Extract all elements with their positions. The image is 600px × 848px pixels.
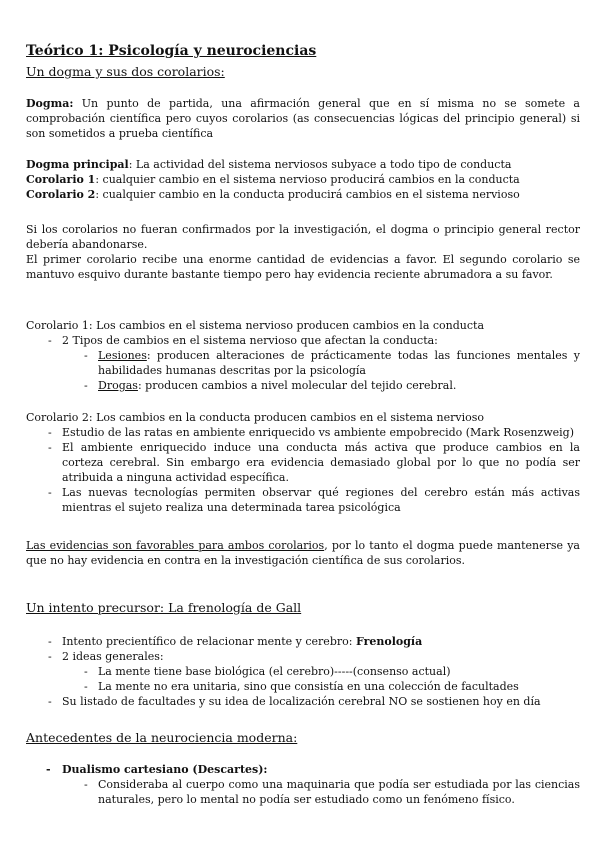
list-item-text: Las nuevas tecnologías permiten observar qué regiones del cerebro están más activas mientras el sujeto realiza una determinada tarea psicológica bbox=[62, 486, 580, 514]
page-title: Teórico 1: Psicología y neurociencias bbox=[26, 43, 317, 59]
list-item: - Drogas: producen cambios a nivel molecular del tejido cerebral. bbox=[84, 379, 457, 392]
list-item: - La mente no era unitaria, sino que consistía en una colección de facultades bbox=[84, 680, 519, 693]
list-item-text: Consideraba al cuerpo como una maquinaria que podía ser estudiada por las ciencias naturales, pero lo mental no podía ser estudiado como un fenómeno físico. bbox=[98, 778, 580, 806]
dogma-paragraph bbox=[26, 96, 580, 141]
list-item-text: La mente tiene base biológica (el cerebro)-----(consenso actual) bbox=[98, 665, 451, 678]
corolario-1-text: : cualquier cambio en el sistema nervioso producirá cambios en la conducta bbox=[95, 173, 520, 186]
list-item: - Su listado de facultades y su idea de localización cerebral NO se sostienen hoy en día bbox=[48, 695, 541, 708]
confirmation-paragraph: Si los corolarios no fueran confirmados por la investigación, el dogma o principio general rector debería abandonarse. bbox=[26, 223, 580, 251]
list-item: - 2 ideas generales: bbox=[48, 650, 164, 663]
frenologia-heading: Un intento precursor: La frenología de Gall bbox=[26, 600, 302, 615]
antecedentes-heading: Antecedentes de la neurociencia moderna: bbox=[26, 730, 298, 745]
list-item: - 2 Tipos de cambios en el sistema nervioso que afectan la conducta: bbox=[48, 334, 438, 347]
dogma-label: Dogma: bbox=[26, 97, 74, 110]
list-item-text: 2 ideas generales: bbox=[62, 650, 164, 663]
list-item: - La mente tiene base biológica (el cerebro)-----(consenso actual) bbox=[84, 665, 451, 678]
corolario-2-intro: Corolario 2: Los cambios en la conducta producen cambios en el sistema nervioso bbox=[26, 411, 485, 424]
list-item: - Consideraba al cuerpo como una maquinaria que podía ser estudiada por las ciencias naturales, pero lo mental no podía ser estudiado como un fenómeno físico. bbox=[84, 778, 580, 806]
dogma-definition bbox=[26, 96, 580, 141]
list-item: - Dualismo cartesiano (Descartes): bbox=[46, 763, 268, 776]
drogas-label: Drogas bbox=[98, 379, 138, 392]
lesiones-text: : producen alteraciones de prácticamente todas las funciones mentales y habilidades humanas descritas por la psicología bbox=[98, 349, 580, 377]
dogma-heading: Un dogma y sus dos corolarios: bbox=[26, 64, 225, 79]
dualismo-label: Dualismo cartesiano (Descartes): bbox=[62, 763, 268, 776]
list-item: - Lesiones: producen alteraciones de prácticamente todas las funciones mentales y habilidades humanas descritas por la psicología bbox=[84, 349, 580, 377]
lesiones-label: Lesiones bbox=[98, 349, 147, 362]
list-item-text: El ambiente enriquecido induce una conducta más activa que produce cambios en la corteza cerebral. Sin embargo era evidencia demasiado global por lo que no podía ser atribuida a ninguna actividad específica. bbox=[62, 441, 580, 484]
frenologia-item-text: Intento precientífico de relacionar mente y cerebro: bbox=[62, 635, 356, 648]
list-item: - Las nuevas tecnologías permiten observar qué regiones del cerebro están más activas mientras el sujeto realiza una determinada tarea psicológica bbox=[48, 486, 580, 514]
corolario-1-line bbox=[26, 172, 580, 187]
dogma-principal-text: : La actividad del sistema nerviosos subyace a todo tipo de conducta bbox=[128, 158, 512, 171]
corolario-2-text: : cualquier cambio en la conducta producirá cambios en el sistema nervioso bbox=[95, 188, 520, 201]
evidence-conclusion bbox=[26, 538, 580, 568]
frenologia-section bbox=[26, 600, 580, 616]
principles-block bbox=[26, 157, 580, 202]
dogma-principal-line bbox=[26, 157, 580, 172]
confirmation-block bbox=[26, 222, 580, 282]
list-item: - Estudio de las ratas en ambiente enriquecido vs ambiente empobrecido (Mark Rosenzweig) bbox=[48, 426, 574, 439]
evidence-underlined: Las evidencias son favorables para ambos corolarios bbox=[26, 539, 325, 552]
frenologia-bold: Frenología bbox=[355, 635, 423, 648]
list-item-text: 2 Tipos de cambios en el sistema nervioso que afectan la conducta: bbox=[62, 334, 438, 347]
corolario-2-line bbox=[26, 187, 580, 202]
list-item-text: Su listado de facultades y su idea de localización cerebral NO se sostienen hoy en día bbox=[62, 695, 541, 708]
corolario-1-intro: Corolario 1: Los cambios en el sistema nervioso producen cambios en la conducta bbox=[26, 319, 485, 332]
list-item: - El ambiente enriquecido induce una conducta más activa que produce cambios en la corteza cerebral. Sin embargo era evidencia demasiado global por lo que no podía ser atribuida a ninguna actividad específica. bbox=[48, 441, 580, 484]
evidence-rest: , por lo tanto el dogma puede mantenerse ya que no hay evidencia en contra en la investigación científica de sus corolarios. bbox=[26, 539, 580, 567]
corolario-1-label: Corolario 1 bbox=[26, 173, 96, 186]
list-item-text: Estudio de las ratas en ambiente enriquecido vs ambiente empobrecido (Mark Rosenzweig) bbox=[62, 426, 574, 439]
dogma-principal-label: Dogma principal bbox=[26, 158, 129, 171]
list-item-text: La mente no era unitaria, sino que consistía en una colección de facultades bbox=[98, 680, 519, 693]
frenologia-list bbox=[26, 634, 580, 709]
list-item: - Intento precientífico de relacionar mente y cerebro: Frenología bbox=[48, 635, 423, 648]
evidence-conclusion-paragraph bbox=[26, 538, 580, 568]
dogma-section bbox=[26, 64, 580, 80]
corolario-2-label: Corolario 2 bbox=[26, 188, 96, 201]
antecedentes-section bbox=[26, 730, 580, 746]
corolario-1-section bbox=[26, 318, 580, 393]
corolario-2-section bbox=[26, 410, 580, 515]
drogas-text: : producen cambios a nivel molecular del tejido cerebral. bbox=[137, 379, 457, 392]
dogma-text: Un punto de partida, una afirmación general que en sí misma no se somete a comprobación científica pero cuyos corolarios (as consecuencias lógicas del principio general) si son sometidos a prueba científica bbox=[26, 97, 580, 140]
antecedentes-list bbox=[26, 762, 580, 807]
evidence-paragraph: El primer corolario recibe una enorme cantidad de evidencias a favor. El segundo corolario se mantuvo esquivo durante bastante tiempo pero hay evidencia reciente abrumadora a su favor. bbox=[26, 253, 580, 281]
